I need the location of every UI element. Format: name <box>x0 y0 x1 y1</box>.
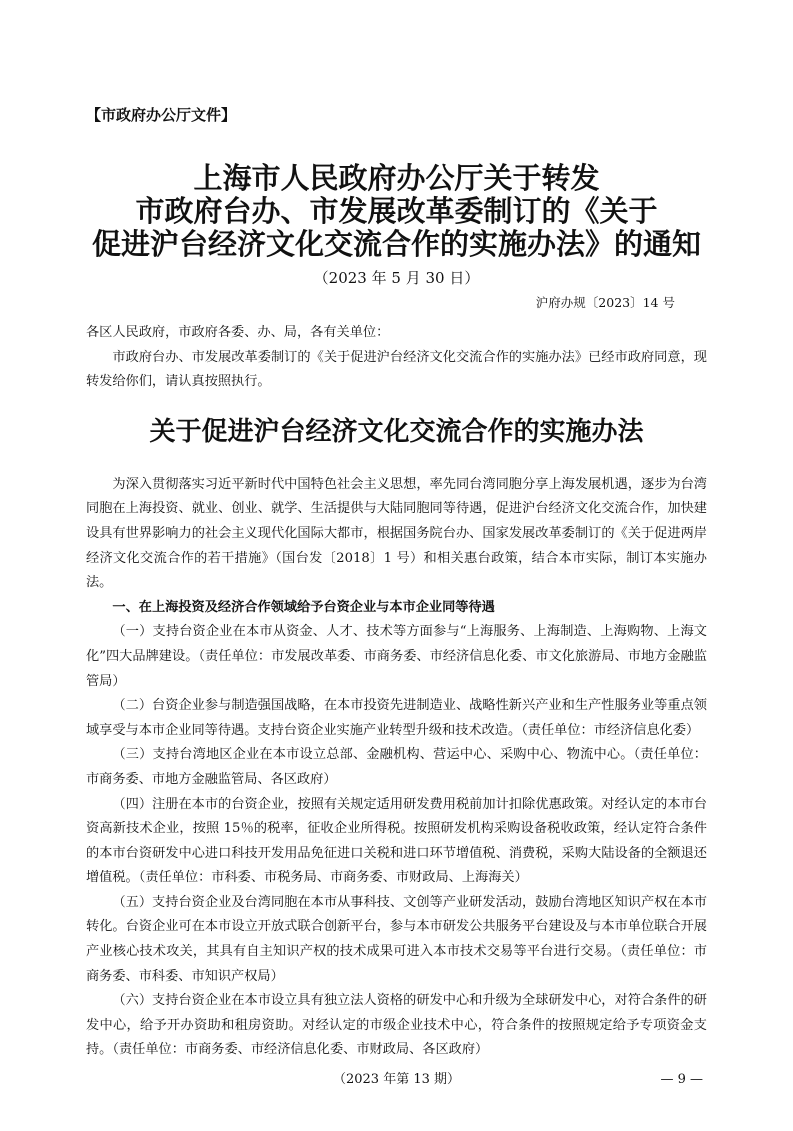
footer-issue: （2023 年第 13 期） <box>332 1072 461 1088</box>
page-number: — 9 — <box>660 1072 703 1088</box>
issue-date: （2023 年 5 月 30 日） <box>313 269 480 287</box>
clause-1: （一）支持台资企业在本市从资金、人才、技术等方面参与“上海服务、上海制造、上海购物、上海文化”四大品牌建设。（责任单位：市发展改革委、市商务委、市经济信息化委、市文化旅游局、市地方金融监管局） <box>86 624 707 689</box>
preamble-paragraph: 为深入贯彻落实习近平新时代中国特色社会主义思想，率先同台湾同胞分享上海发展机遇，逐步为台湾同胞在上海投资、就业、创业、就学、生活提供与大陆同胞同等待遇，促进沪台经济文化交流合作，加快建设具有世界影响力的社会主义现代化国际大都市，根据国务院台办、国家发展改革委制订的《关于促进两岸经济文化交流合作的若干措施》（国台发〔2018〕1 号）和相关惠台政策，结合本市实际，制订本实施办法。 <box>86 476 707 591</box>
title-line-1: 上海市人民政府办公厅关于转发 <box>193 161 600 195</box>
clause-3: （三）支持台湾地区企业在本市设立总部、金融机构、营运中心、采购中心、物流中心。（责任单位：市商务委、市地方金融监管局、各区政府） <box>86 747 707 787</box>
clause-4: （四）注册在本市的台资企业，按照有关规定适用研发费用税前加计扣除优惠政策。对经认定的本市台资高新技术企业，按照 15％的税率，征收企业所得税。按照研发机构采购设备税收政策，经认定符合条件的本市台资研发中心进口科技开发用品免征进口关税和进口环节增值税、消费税，采购大陆设备的全额退还增值税。（责任单位：市科委、市税务局、市商务委、市财政局、上海海关） <box>86 796 707 886</box>
subtitle: 关于促进沪台经济文化交流合作的实施办法 <box>149 416 644 447</box>
clause-6: （六）支持台资企业在本市设立具有独立法人资格的研发中心和升级为全球研发中心，对符合条件的研发中心，给予开办资助和租房资助。对经认定的市级企业技术中心，符合条件的按照规定给予专项资金支持。（责任单位：市商务委、市经济信息化委、市财政局、各区政府） <box>86 993 707 1058</box>
title-line-3: 促进沪台经济文化交流合作的实施办法》的通知 <box>91 227 701 261</box>
clause-2: （二）台资企业参与制造强国战略，在本市投资先进制造业、战略性新兴产业和生产性服务业等重点领域享受与本市企业同等待遇。支持台资企业实施产业转型升级和技术改造。（责任单位：市经济信息化委） <box>86 698 707 738</box>
intro-paragraph: 市政府台办、市发展改革委制订的《关于促进沪台经济文化交流合作的实施办法》已经市政府同意，现转发给你们，请认真按照执行。 <box>86 349 707 390</box>
document-number: 沪府办规〔2023〕14 号 <box>535 295 675 310</box>
body-text <box>86 473 707 1063</box>
document-category-tag: 【市政府办公厅文件】 <box>86 106 237 124</box>
clause-5: （五）支持台资企业及台湾同胞在本市从事科技、文创等产业研发活动，鼓励台湾地区知识产权在本市转化。台资企业可在本市设立开放式联合创新平台，参与本市研发公共服务平台建设及与本市单位联合开展产业核心技术攻关，其具有自主知识产权的技术成果可进入本市技术交易等平台进行交易。（责任单位：市商务委、市科委、市知识产权局） <box>86 894 707 984</box>
title-line-2: 市政府台办、市发展改革委制订的《关于 <box>135 194 658 228</box>
salutation: 各区人民政府，市政府各委、办、局，各有关单位： <box>86 325 390 340</box>
section-heading: 一、在上海投资及经济合作领域给予台资企业与本市企业同等待遇 <box>112 599 495 615</box>
page-footer <box>86 1069 707 1091</box>
document-title <box>0 162 793 261</box>
